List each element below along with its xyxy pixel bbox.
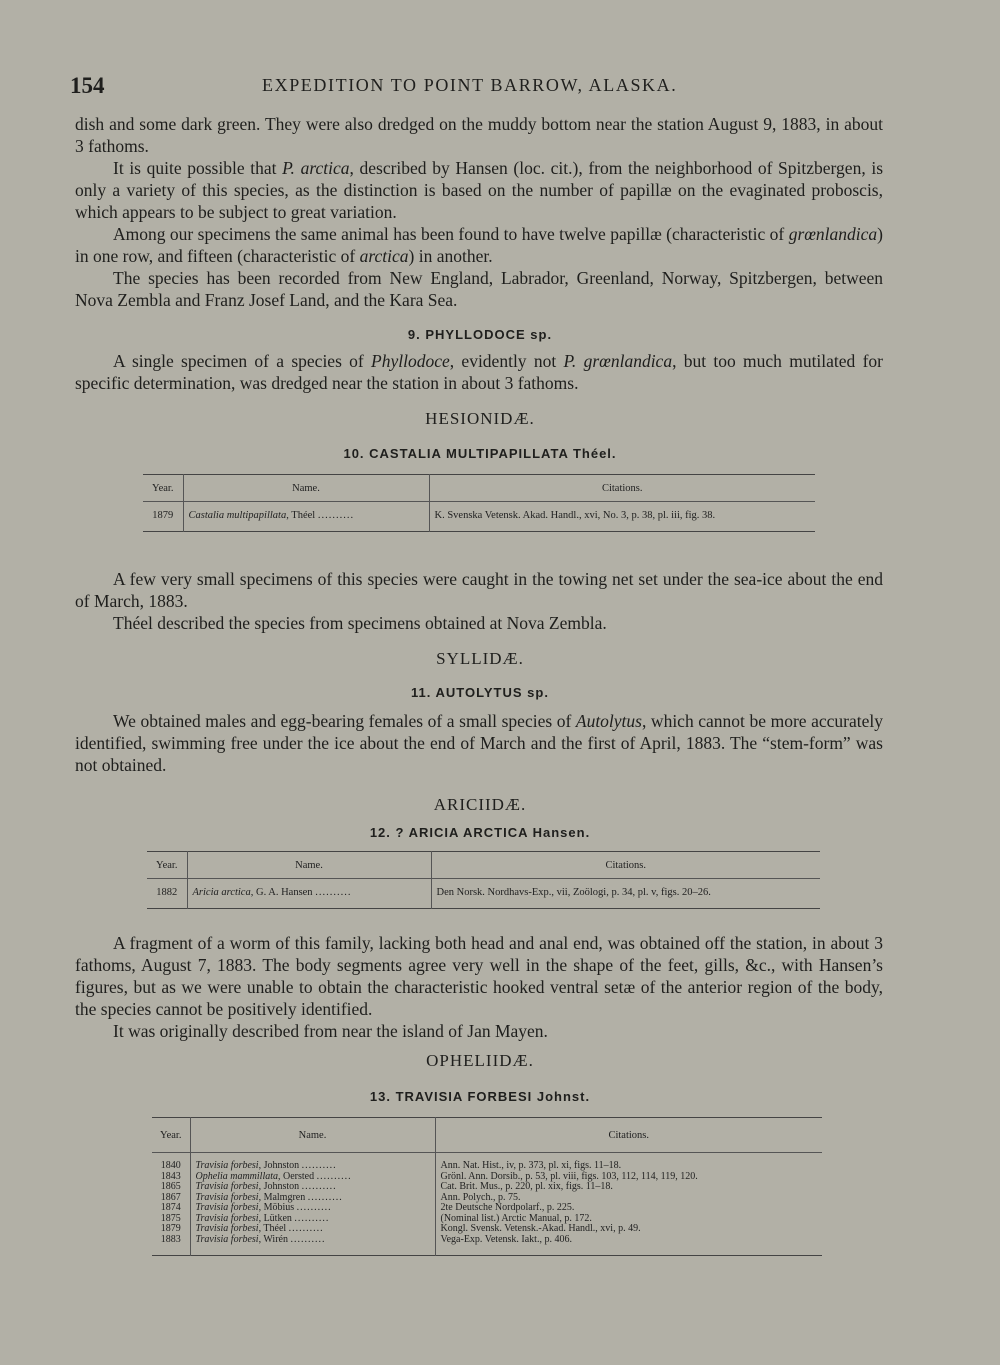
text-block-12	[75, 932, 883, 1042]
cell-name: Travisia forbesi, Möbius ..........	[190, 1203, 435, 1214]
paragraph: Théel described the species from specimens obtained at Nova Zembla.	[113, 613, 607, 633]
text-run: A single specimen of a species of	[113, 351, 372, 371]
text-run: It is quite possible that	[113, 158, 283, 178]
paragraph: It was originally described from near the island of Jan Mayen.	[113, 1021, 548, 1041]
species-heading-12: 12. ? ARICIA ARCTICA Hansen.	[369, 825, 591, 840]
family-heading-hesionidae: HESIONIDÆ.	[425, 409, 535, 428]
cell-citation: (Nominal list.) Arctic Manual, p. 172.	[440, 1212, 592, 1224]
cell-citation: Ann. Nat. Hist., iv, p. 373, pl. xi, figs. 11–18.	[440, 1160, 622, 1171]
text-block-1	[75, 113, 883, 311]
cell-year: 1874	[152, 1203, 190, 1214]
paragraph: A fragment of a worm of this family, lacking both head and anal end, was obtained off the station, in about 3 fathoms, August 7, 1883. The body segments agree very well in the shape of the feet, gills, &c., with Hansen’s figures, but as we were unable to obtain the characteristic hooked ventral setæ of the anterior region of the body, the species cannot be positively identified.	[75, 933, 883, 1019]
paragraph	[75, 710, 883, 776]
column-header-name: Name.	[190, 1118, 435, 1153]
column-header-citations: Citations.	[429, 475, 815, 502]
family-heading-syllidae: SYLLIDÆ.	[436, 649, 524, 668]
column-header-name: Name.	[187, 852, 431, 879]
page-number: 154	[70, 73, 105, 98]
cell-year: 1879	[152, 1224, 190, 1235]
table-row	[143, 502, 815, 532]
cell-year: 1883	[152, 1235, 190, 1256]
table-row	[152, 1235, 822, 1256]
cell-name: Travisia forbesi, Johnston ..........	[190, 1182, 435, 1193]
text-run: ) in another.	[408, 246, 493, 266]
italic-term: P. grœnlandica	[563, 351, 673, 371]
paragraph	[75, 157, 883, 223]
column-header-year: Year.	[143, 475, 183, 502]
italic-term: Autolytus	[575, 711, 642, 731]
cell-year: 1840	[152, 1153, 190, 1172]
cell-name: Travisia forbesi, Malmgren ..........	[190, 1193, 435, 1204]
cell-year: 1843	[152, 1172, 190, 1183]
cell-citation: Kongl. Svensk. Vetensk.-Akad. Handl., xvi, p. 49.	[440, 1223, 641, 1234]
text-run: , which cannot be more accurately identified, swimming free under the ice about the end of March and the first of April, 1883. The “stem-form” was not obtained.	[75, 711, 883, 775]
cell-citation: 2te Deutsche Nordpolarf., p. 225.	[440, 1202, 575, 1213]
cell-citation: Den Norsk. Nordhavs-Exp., vii, Zoölogi, p. 34, pl. v, figs. 20–26.	[436, 887, 711, 898]
table-row	[152, 1153, 822, 1172]
species-heading-10: 10. CASTALIA MULTIPAPILLATA Théel.	[343, 446, 617, 461]
species-heading-13: 13. TRAVISIA FORBESI Johnst.	[369, 1089, 591, 1104]
cell-year: 1867	[152, 1193, 190, 1204]
paragraph	[75, 350, 883, 394]
paragraph: A few very small specimens of this species were caught in the towing net set under the sea-ice about the end of March, 1883.	[75, 569, 883, 611]
text-run: ) in one row, and fifteen (characteristic of	[75, 224, 883, 266]
text-run: , but too much mutilated for specific determination, was dredged near the station in about 3 fathoms.	[75, 351, 883, 393]
column-header-year: Year.	[152, 1118, 190, 1153]
citation-table-12	[147, 851, 820, 909]
table-row	[147, 879, 820, 909]
cell-name: Aricia arctica, G. A. Hansen ..........	[187, 879, 431, 909]
cell-citation: K. Svenska Vetensk. Akad. Handl., xvi, No. 3, p. 38, pl. iii, fig. 38.	[434, 510, 716, 521]
cell-citation: Vega-Exp. Vetensk. Iakt., p. 406.	[440, 1233, 572, 1245]
cell-year: 1875	[152, 1214, 190, 1225]
family-heading-opheliidae: OPHELIIDÆ.	[426, 1051, 534, 1070]
text-run: Among our specimens the same animal has been found to have twelve papillæ (characteristic of	[113, 224, 789, 244]
citation-table-10	[143, 474, 815, 532]
italic-term: arctica	[359, 246, 409, 266]
cell-name: Travisia forbesi, Johnston ..........	[190, 1153, 435, 1172]
italic-term: P. arctica	[282, 158, 350, 178]
text-run: We obtained males and egg-bearing females of a small species of	[113, 711, 576, 731]
cell-citation: Cat. Brit. Mus., p. 220, pl. xix, figs. 11–18.	[440, 1181, 613, 1192]
text-run: , described by Hansen (loc. cit.), from the neighborhood of Spitzbergen, is only a variety of this species, as the distinction is based on the number of papillæ on the evaginated proboscis, which appears to be subject to great variation.	[75, 158, 884, 222]
paragraph	[75, 223, 883, 267]
paragraph: The species has been recorded from New England, Labrador, Greenland, Norway, Spitzbergen, between Nova Zembla and Franz Josef Land, and the Kara Sea.	[75, 268, 883, 310]
cell-name: Travisia forbesi, Lütken ..........	[190, 1214, 435, 1225]
cell-citation: Grönl. Ann. Dorsib., p. 53, pl. viii, figs. 103, 112, 114, 119, 120.	[440, 1170, 698, 1182]
paragraph: dish and some dark green. They were also dredged on the muddy bottom near the station August 9, 1883, in about 3 fathoms.	[75, 114, 883, 156]
species-heading-9: 9. PHYLLODOCE sp.	[407, 327, 553, 342]
running-title: EXPEDITION TO POINT BARROW, ALASKA.	[262, 75, 678, 95]
species-heading-11: 11. AUTOLYTUS sp.	[411, 685, 549, 700]
column-header-year: Year.	[147, 852, 187, 879]
cell-year: 1865	[152, 1182, 190, 1193]
cell-year: 1882	[147, 879, 187, 909]
column-header-citations: Citations.	[431, 852, 820, 879]
text-block-10	[75, 568, 883, 634]
cell-year: 1879	[143, 502, 183, 532]
cell-name: Castalia multipapillata, Théel ..........	[183, 502, 429, 532]
cell-name: Ophelia mammillata, Oersted ..........	[190, 1172, 435, 1183]
column-header-citations: Citations.	[435, 1118, 822, 1153]
cell-name: Travisia forbesi, Wirén ..........	[190, 1235, 435, 1256]
cell-name: Travisia forbesi, Théel ..........	[190, 1224, 435, 1235]
text-block-9	[75, 350, 883, 394]
family-heading-aricidae: ARICIIDÆ.	[433, 795, 527, 814]
citation-table-13	[152, 1117, 822, 1256]
text-block-11	[75, 710, 883, 776]
italic-term: Phyllodoce	[371, 351, 450, 371]
italic-term: grœnlandica	[788, 224, 878, 244]
cell-citation: Ann. Polych., p. 75.	[440, 1191, 521, 1203]
column-header-name: Name.	[183, 475, 429, 502]
text-run: , evidently not	[449, 351, 564, 371]
